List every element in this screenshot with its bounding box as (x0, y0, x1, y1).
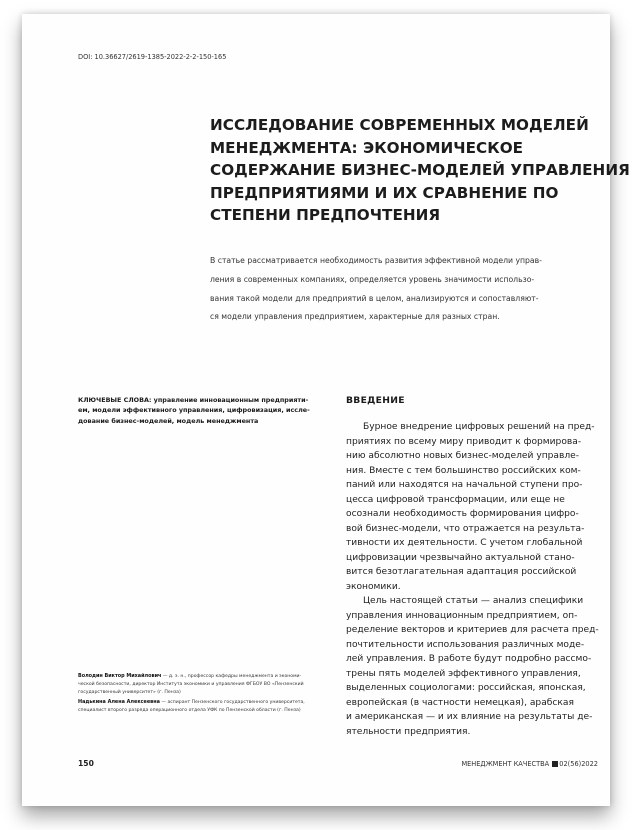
body-line: управления инновационным предприятием, оп- (346, 610, 578, 621)
author-line: специалист второго разряда операционного отдела УФК по Пензенской области (г. Пенза) (78, 707, 301, 713)
doi-text: DOI: 10.36627/2619-1385-2022-2-2-150-165 (78, 53, 227, 61)
body-line: осознали необходимость формирования цифро- (346, 509, 579, 519)
body-line: ятельности предприятия. (346, 726, 471, 737)
body-line: приятиях по всему миру приводит к формирова- (346, 436, 582, 447)
introduction-text (346, 420, 606, 739)
author-line: ческой безопасности, директор Института экономики и управления ФГБОУ ВО «Пензенский (78, 682, 304, 688)
author-line: государственный университет» (г. Пенза) (78, 690, 181, 696)
title-line: МЕНЕДЖМЕНТА: ЭКОНОМИЧЕСКОЕ (210, 138, 524, 157)
journal-issue: 02(56)2022 (559, 760, 598, 768)
author-name: Надькина Алена Алексеевна (78, 698, 160, 705)
keywords-line: ем, модели эффективного управления, цифровизация, иссле- (78, 406, 310, 415)
keywords-label: КЛЮЧЕВЫЕ СЛОВА: (78, 396, 152, 404)
author-name: Володин Виктор Михайлович (78, 673, 162, 679)
body-line: выделенных социологами: российская, японская, (346, 683, 586, 693)
author-info (78, 672, 348, 715)
author-details: — д. э. н., профессор кафедры менеджмента и экономи- (161, 674, 302, 679)
body-line: паний или находятся на начальной ступени про- (346, 480, 583, 490)
body-line: экономики. (346, 581, 401, 592)
journal-page (22, 14, 630, 806)
article-title (210, 114, 630, 227)
abstract-line: ся модели управления предприятием, характерные для разных стран. (210, 312, 500, 322)
title-line: СОДЕРЖАНИЕ БИЗНЕС-МОДЕЛЕЙ УПРАВЛЕНИЯ (210, 161, 630, 180)
body-line: почтительности использования различных моде- (346, 639, 585, 650)
body-line: лей управления. В работе будут подробно рассмо- (346, 654, 592, 664)
body-line: ределение векторов и критериев для расчета пред- (346, 625, 599, 635)
body-line: Бурное внедрение цифровых решений на пред- (363, 422, 595, 432)
body-line: ния. Вместе с тем большинство российских ком- (346, 465, 581, 476)
abstract (210, 252, 590, 327)
abstract-line: В статье рассматривается необходимость развития эффективной модели управ- (210, 256, 542, 265)
body-line: вой бизнес-модели, что отражается на результа- (346, 523, 585, 534)
body-line: тивности их деятельности. С учетом глобальной (346, 538, 583, 548)
page-number: 150 (78, 759, 94, 768)
abstract-line: вания такой модели для предприятий в целом, анализируются и сопоставляют- (210, 293, 539, 303)
body-line: вится безотлагательная адаптация российской (346, 567, 577, 577)
title-line: СТЕПЕНИ ПРЕДПОЧТЕНИЯ (210, 206, 441, 225)
title-line: ПРЕДПРИЯТИЯМИ И ИХ СРАВНЕНИЕ ПО (210, 183, 559, 202)
body-line: цифровизации чрезвычайно актуальной стано- (346, 552, 575, 563)
body-line: европейская (в частности немецкая), арабская (346, 697, 574, 708)
journal-footer (461, 760, 598, 768)
body-line: цесса цифровой трансформации, или еще не (346, 494, 565, 505)
author-details: — аспирант Пензенского государственного университета, (159, 699, 305, 705)
author-line (78, 698, 348, 707)
body-line: трены пять моделей эффективного управления, (346, 668, 581, 679)
body-line: и американская — и их влияние на результаты де- (346, 712, 593, 722)
keywords-block (78, 395, 318, 426)
keywords-first-line (78, 395, 318, 405)
keywords-line: управление инновационным предприяти- (151, 396, 309, 404)
keywords-line: дование бизнес-моделей, модель менеджмента (78, 416, 259, 425)
author-line (78, 672, 348, 681)
section-heading: ВВЕДЕНИЕ (346, 395, 405, 406)
abstract-line: ления в современных компаниях, определяется уровень значимости использо- (210, 274, 535, 284)
square-bullet-icon (552, 761, 558, 767)
body-line: Цель настоящей статьи — анализ специфики (363, 596, 584, 606)
title-line: ИССЛЕДОВАНИЕ СОВРЕМЕННЫХ МОДЕЛЕЙ (210, 116, 589, 134)
journal-name: МЕНЕДЖМЕНТ КАЧЕСТВА (461, 760, 550, 768)
body-line: нию абсолютно новых бизнес-моделей управле- (346, 451, 580, 461)
